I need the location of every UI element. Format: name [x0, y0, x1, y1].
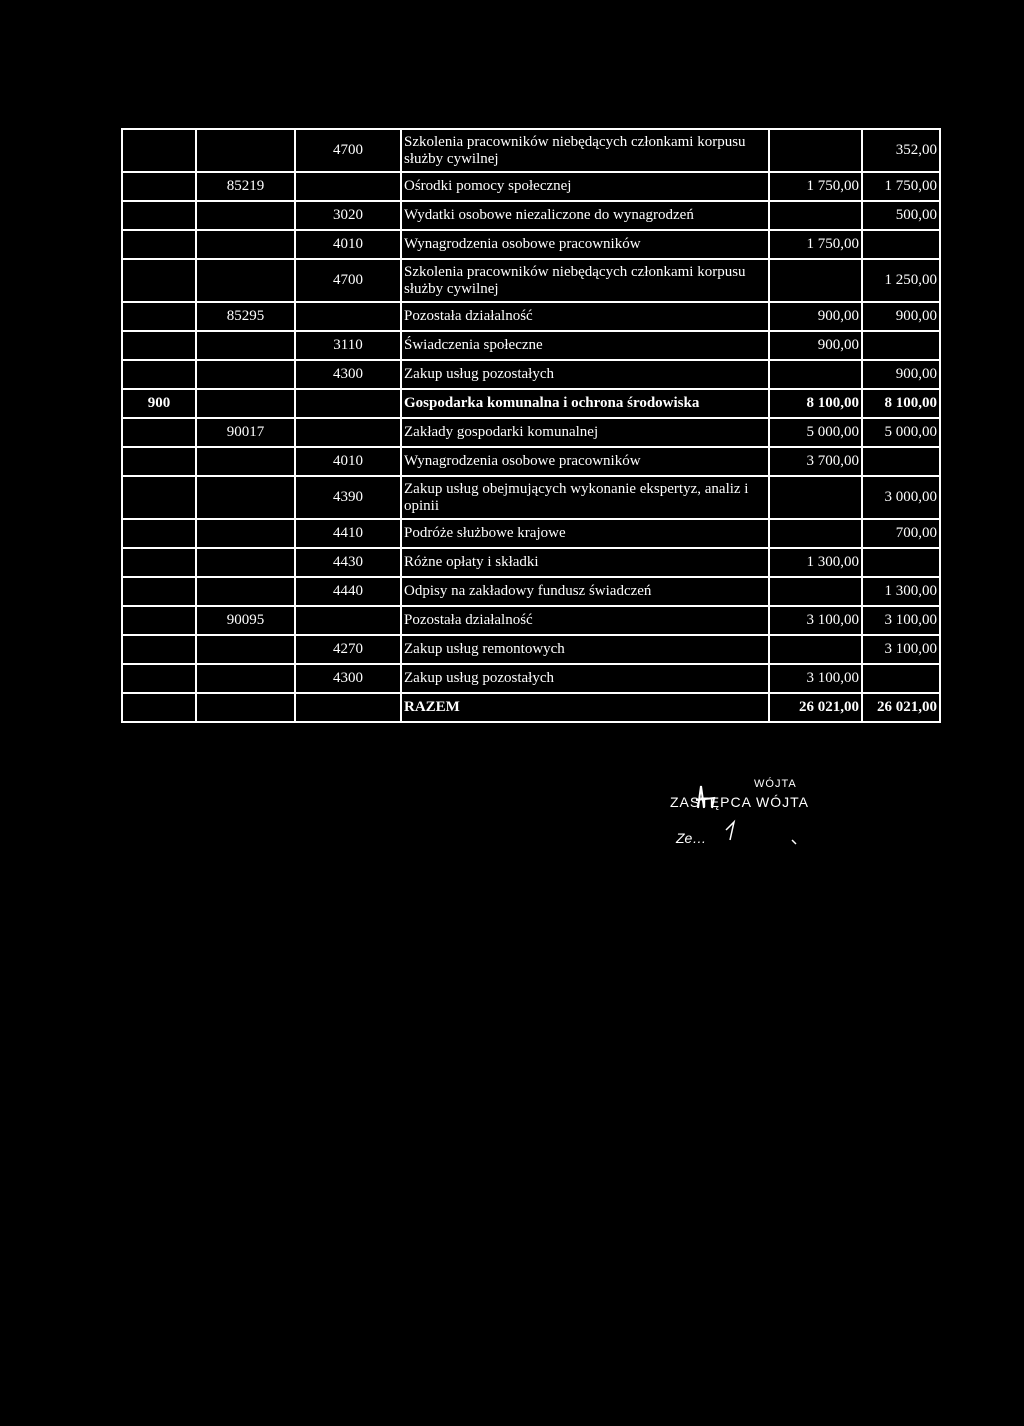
dzial-cell: 900	[122, 389, 196, 418]
paragraf-cell: 4010	[295, 447, 401, 476]
zwiekszenia-cell: 700,00	[862, 519, 940, 548]
dzial-cell	[122, 331, 196, 360]
table-row	[122, 302, 940, 331]
signature-handwriting: Ze…	[676, 830, 707, 846]
nazwa-cell: Podróże służbowe krajowe	[401, 519, 769, 548]
zmniejszenia-cell: 1 300,00	[769, 548, 862, 577]
rozdzial-cell	[196, 476, 295, 519]
zwiekszenia-cell	[862, 447, 940, 476]
table-row	[122, 259, 940, 302]
stamp-line-2: ZASTĘPCA WÓJTA	[670, 794, 809, 810]
rozdzial-cell	[196, 129, 295, 172]
nazwa-cell: Odpisy na zakładowy fundusz świadczeń	[401, 577, 769, 606]
paragraf-cell	[295, 693, 401, 722]
nazwa-cell: Pozostała działalność	[401, 302, 769, 331]
paragraf-cell: 3110	[295, 331, 401, 360]
zwiekszenia-cell: 500,00	[862, 201, 940, 230]
paragraf-cell: 4270	[295, 635, 401, 664]
nazwa-cell: Szkolenia pracowników niebędących członkami korpusu służby cywilnej	[401, 259, 769, 302]
table-row	[122, 476, 940, 519]
paragraf-cell: 4300	[295, 360, 401, 389]
dzial-cell	[122, 259, 196, 302]
rozdzial-cell: 85295	[196, 302, 295, 331]
paragraf-cell: 4700	[295, 129, 401, 172]
dzial-cell	[122, 606, 196, 635]
nazwa-cell: Zakup usług obejmujących wykonanie ekspertyz, analiz i opinii	[401, 476, 769, 519]
zmniejszenia-cell	[769, 201, 862, 230]
table-row	[122, 129, 940, 172]
rozdzial-cell	[196, 548, 295, 577]
paragraf-cell: 4010	[295, 230, 401, 259]
zwiekszenia-cell	[862, 331, 940, 360]
rozdzial-cell	[196, 360, 295, 389]
zwiekszenia-cell: 1 250,00	[862, 259, 940, 302]
budget-table-body	[122, 129, 940, 722]
zmniejszenia-cell: 3 100,00	[769, 606, 862, 635]
zmniejszenia-cell: 1 750,00	[769, 172, 862, 201]
zmniejszenia-cell	[769, 519, 862, 548]
table-row	[122, 172, 940, 201]
dzial-cell	[122, 664, 196, 693]
nazwa-cell: Wynagrodzenia osobowe pracowników	[401, 230, 769, 259]
zmniejszenia-cell	[769, 259, 862, 302]
table-row	[122, 360, 940, 389]
dzial-cell	[122, 418, 196, 447]
dzial-cell	[122, 129, 196, 172]
table-row	[122, 693, 940, 722]
paragraf-cell: 4430	[295, 548, 401, 577]
zwiekszenia-cell: 8 100,00	[862, 389, 940, 418]
zwiekszenia-cell: 900,00	[862, 302, 940, 331]
nazwa-cell: Wynagrodzenia osobowe pracowników	[401, 447, 769, 476]
zwiekszenia-cell: 3 000,00	[862, 476, 940, 519]
zmniejszenia-cell	[769, 360, 862, 389]
signature-stamp	[668, 778, 868, 858]
paragraf-cell: 4300	[295, 664, 401, 693]
table-row	[122, 519, 940, 548]
zmniejszenia-cell: 8 100,00	[769, 389, 862, 418]
zmniejszenia-cell: 900,00	[769, 302, 862, 331]
rozdzial-cell: 90095	[196, 606, 295, 635]
table-row	[122, 331, 940, 360]
zmniejszenia-cell	[769, 476, 862, 519]
rozdzial-cell: 90017	[196, 418, 295, 447]
zmniejszenia-cell	[769, 635, 862, 664]
table-row	[122, 447, 940, 476]
zwiekszenia-cell: 5 000,00	[862, 418, 940, 447]
signature-mark-icon	[668, 778, 868, 858]
dzial-cell	[122, 693, 196, 722]
nazwa-cell: Różne opłaty i składki	[401, 548, 769, 577]
table-row	[122, 664, 940, 693]
zwiekszenia-cell	[862, 664, 940, 693]
paragraf-cell: 4440	[295, 577, 401, 606]
rozdzial-cell	[196, 664, 295, 693]
nazwa-cell: Szkolenia pracowników niebędących członkami korpusu służby cywilnej	[401, 129, 769, 172]
paragraf-cell: 3020	[295, 201, 401, 230]
zwiekszenia-cell: 26 021,00	[862, 693, 940, 722]
dzial-cell	[122, 476, 196, 519]
paragraf-cell: 4390	[295, 476, 401, 519]
paragraf-cell	[295, 606, 401, 635]
zmniejszenia-cell	[769, 577, 862, 606]
rozdzial-cell: 85219	[196, 172, 295, 201]
rozdzial-cell	[196, 519, 295, 548]
rozdzial-cell	[196, 635, 295, 664]
paragraf-cell	[295, 172, 401, 201]
paragraf-cell	[295, 418, 401, 447]
nazwa-cell: Zakup usług pozostałych	[401, 360, 769, 389]
stamp-line-1: WÓJTA	[754, 778, 797, 790]
dzial-cell	[122, 230, 196, 259]
budget-table	[121, 128, 941, 723]
nazwa-cell: Zakup usług remontowych	[401, 635, 769, 664]
table-row	[122, 230, 940, 259]
nazwa-cell: Wydatki osobowe niezaliczone do wynagrodzeń	[401, 201, 769, 230]
paragraf-cell	[295, 389, 401, 418]
rozdzial-cell	[196, 447, 295, 476]
nazwa-cell: Gospodarka komunalna i ochrona środowiska	[401, 389, 769, 418]
dzial-cell	[122, 577, 196, 606]
paragraf-cell: 4410	[295, 519, 401, 548]
zmniejszenia-cell: 5 000,00	[769, 418, 862, 447]
table-row	[122, 577, 940, 606]
zwiekszenia-cell: 3 100,00	[862, 635, 940, 664]
nazwa-cell: Zakup usług pozostałych	[401, 664, 769, 693]
zwiekszenia-cell: 352,00	[862, 129, 940, 172]
dzial-cell	[122, 302, 196, 331]
table-row	[122, 635, 940, 664]
paragraf-cell	[295, 302, 401, 331]
table-row	[122, 418, 940, 447]
zwiekszenia-cell: 900,00	[862, 360, 940, 389]
nazwa-cell: Ośrodki pomocy społecznej	[401, 172, 769, 201]
dzial-cell	[122, 548, 196, 577]
rozdzial-cell	[196, 230, 295, 259]
zwiekszenia-cell	[862, 548, 940, 577]
zmniejszenia-cell: 900,00	[769, 331, 862, 360]
rozdzial-cell	[196, 577, 295, 606]
dzial-cell	[122, 519, 196, 548]
zwiekszenia-cell: 1 750,00	[862, 172, 940, 201]
rozdzial-cell	[196, 389, 295, 418]
rozdzial-cell	[196, 259, 295, 302]
rozdzial-cell	[196, 693, 295, 722]
nazwa-cell: Świadczenia społeczne	[401, 331, 769, 360]
dzial-cell	[122, 360, 196, 389]
zmniejszenia-cell: 26 021,00	[769, 693, 862, 722]
zmniejszenia-cell: 3 700,00	[769, 447, 862, 476]
nazwa-cell: Zakłady gospodarki komunalnej	[401, 418, 769, 447]
nazwa-cell: Pozostała działalność	[401, 606, 769, 635]
table-row	[122, 389, 940, 418]
table-row	[122, 548, 940, 577]
dzial-cell	[122, 447, 196, 476]
zmniejszenia-cell	[769, 129, 862, 172]
zwiekszenia-cell	[862, 230, 940, 259]
zmniejszenia-cell: 3 100,00	[769, 664, 862, 693]
zwiekszenia-cell: 1 300,00	[862, 577, 940, 606]
nazwa-cell: RAZEM	[401, 693, 769, 722]
table-row	[122, 606, 940, 635]
paragraf-cell: 4700	[295, 259, 401, 302]
zmniejszenia-cell: 1 750,00	[769, 230, 862, 259]
dzial-cell	[122, 201, 196, 230]
table-row	[122, 201, 940, 230]
dzial-cell	[122, 635, 196, 664]
rozdzial-cell	[196, 331, 295, 360]
dzial-cell	[122, 172, 196, 201]
zwiekszenia-cell: 3 100,00	[862, 606, 940, 635]
rozdzial-cell	[196, 201, 295, 230]
